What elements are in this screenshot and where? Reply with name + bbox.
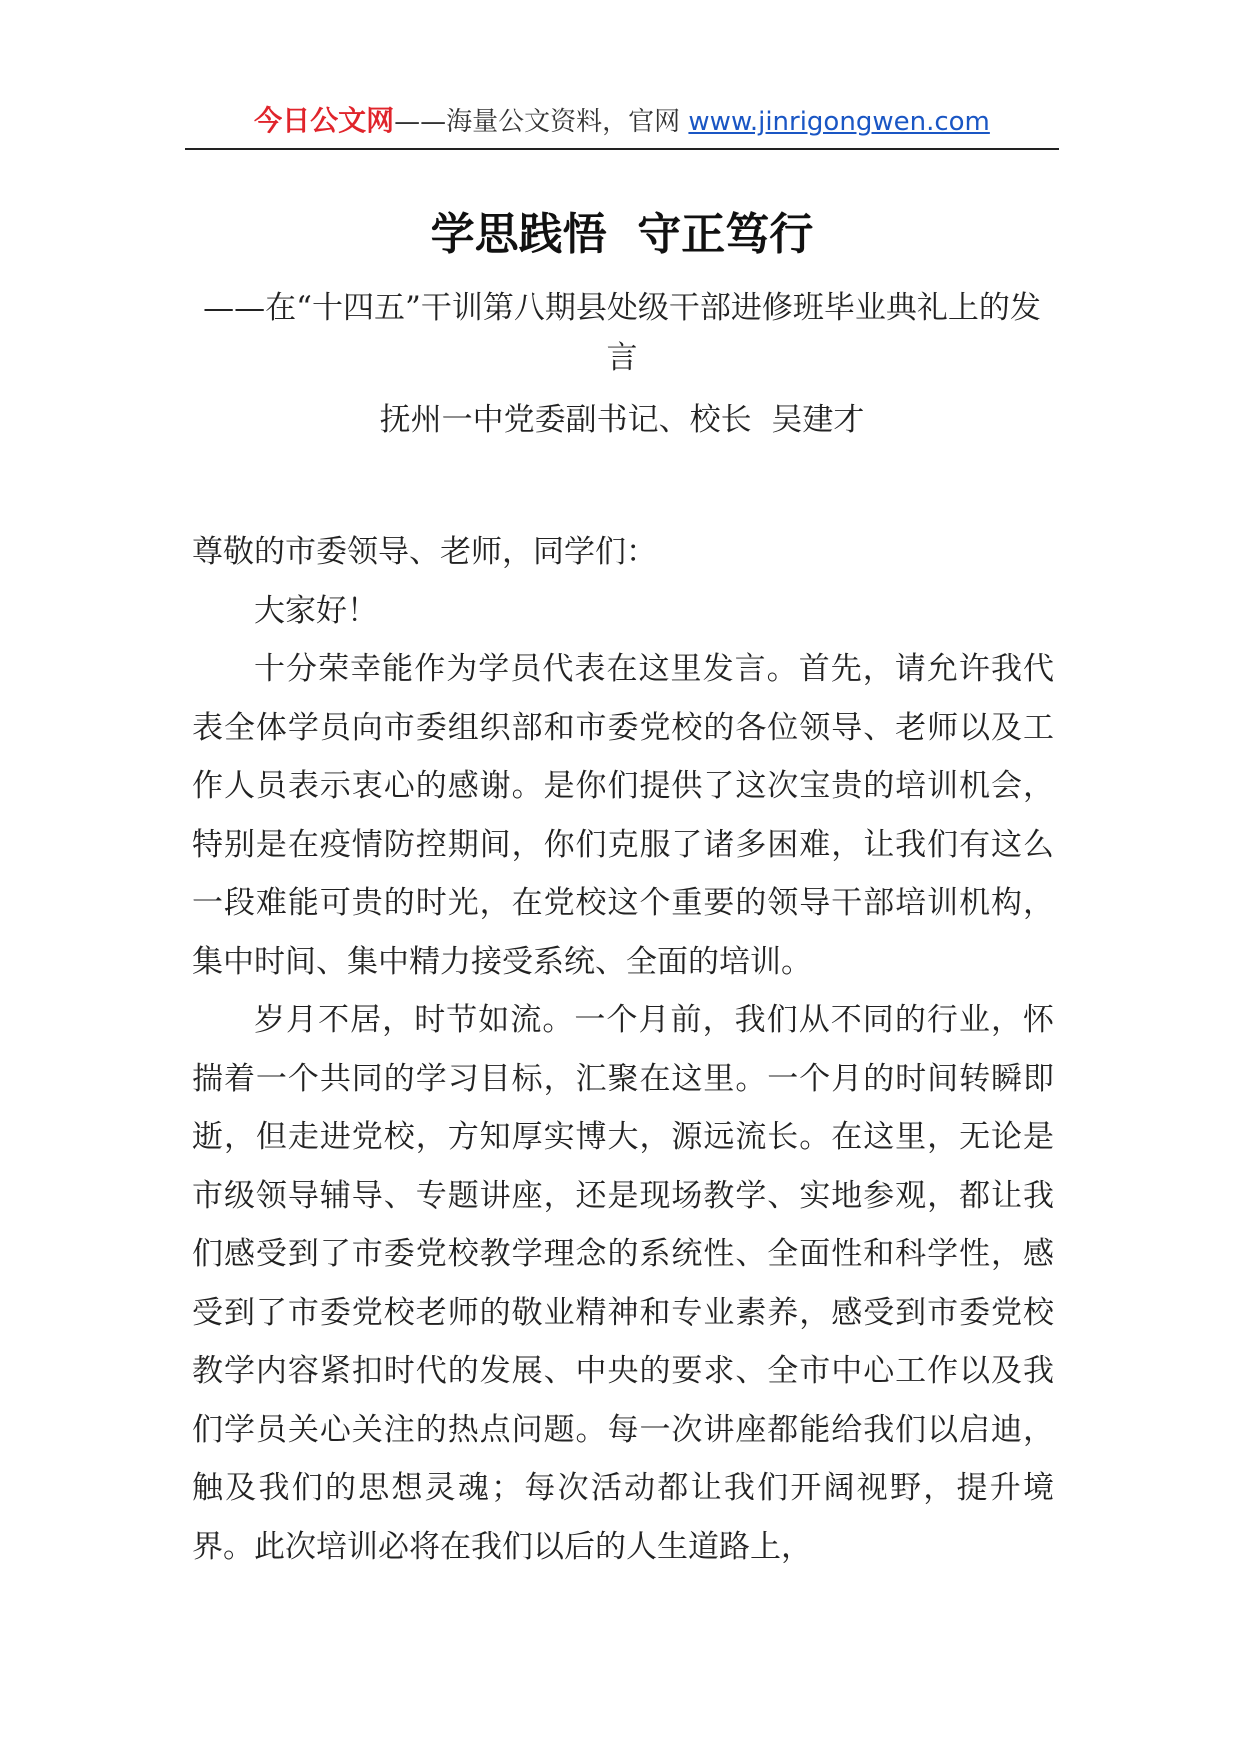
document-body [192,523,1054,1576]
brand-name: 今日公文网 [254,104,395,137]
website-link[interactable]: www.jinrigongwen.com [688,107,990,137]
paragraph: 岁月不居，时节如流。一个月前，我们从不同的行业，怀揣着一个共同的学习目标，汇聚在这里。一个月的时间转瞬即逝，但走进党校，方知厚实博大，源远流长。在这里，无论是市级领导辅导、专题讲座，还是现场教学、实地参观，都让我们感受到了市委党校教学理念的系统性、全面性和科学性，感受到了市委党校老师的敬业精神和专业素养，感受到市委党校教学内容紧扣时代的发展、中央的要求、全市中心工作以及我们学员关心关注的热点问题。每一次讲座都能给我们以启迪，触及我们的思想灵魂；每次活动都让我们开阔视野，提升境界。此次培训必将在我们以后的人生道路上， [192,1002,1054,1565]
document-title: 学思践悟 守正笃行 [430,209,814,260]
paragraph: 十分荣幸能作为学员代表在这里发言。首先，请允许我代表全体学员向市委组织部和市委党校的各位领导、老师以及工作人员表示衷心的感谢。是你们提供了这次宝贵的培训机会，特别是在疫情防控期间，你们克服了诸多困难，让我们有这么一段难能可贵的时光，在党校这个重要的领导干部培训机构，集中时间、集中精力接受系统、全面的培训。 [192,651,1054,980]
document-subtitle: ——在“十四五”干训第八期县处级干部进修班毕业典礼上的发言 [203,290,1041,376]
author-line: 抚州一中党委副书记、校长 吴建才 [379,402,865,438]
site-header [185,96,1059,150]
header-tagline: ——海量公文资料，官网 [394,107,689,137]
header-line [185,104,1059,139]
salutation: 尊敬的市委领导、老师，同学们： [192,534,657,570]
greeting: 大家好！ [254,592,378,629]
